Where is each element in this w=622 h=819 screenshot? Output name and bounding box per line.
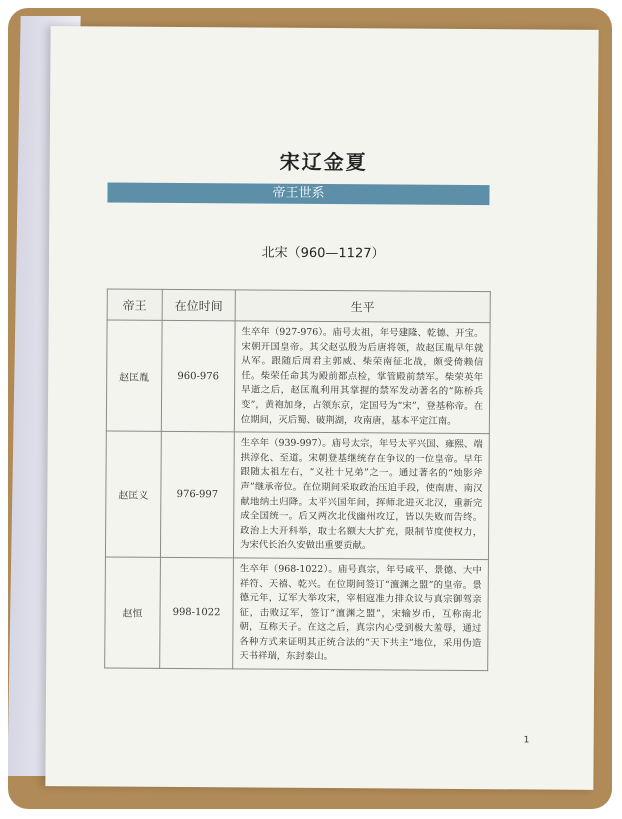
section-banner: 帝王世系 xyxy=(107,182,489,205)
page-title: 宋辽金夏 xyxy=(279,149,368,175)
emperor-name: 赵恒 xyxy=(105,557,161,669)
dynasty-subtitle: 北宋（960—1127） xyxy=(261,245,385,262)
emperor-name: 赵匡义 xyxy=(105,431,161,557)
header-emperor: 帝王 xyxy=(107,289,162,320)
header-biography: 生平 xyxy=(235,290,490,323)
book-page xyxy=(45,26,598,790)
table-header-row xyxy=(107,289,490,323)
header-reign-period: 在位时间 xyxy=(162,289,235,321)
page-number: 1 xyxy=(523,735,530,746)
table-row xyxy=(105,557,489,671)
photo-frame xyxy=(8,8,612,809)
reign-period: 998-1022 xyxy=(160,557,234,669)
table-row xyxy=(105,431,489,559)
emperor-biography: 生卒年（927-976）。庙号太祖，年号建隆、乾德、开宝。宋朝开国皇帝。其父赵弘殷为后唐将领，故赵匡胤早年就从军。跟随后周君主郭威、柴荣南征北战，颇受倚赖信任。柴荣任命其为殿前都点检，掌管殿前禁军。柴荣英年早逝之后，赵匡胤利用其掌握的禁军发动著名的“陈桥兵变”，黄袍加身，占领东京，定国号为“宋”，登基称帝。在位期间，灭后蜀、破荆湖，攻南唐，基本平定江南。 xyxy=(234,321,490,434)
emperor-biography: 生卒年（968-1022）。庙号真宗，年号咸平、景德、大中祥符、天禧、乾兴。在位期间签订“澶渊之盟”的皇帝。景德元年，辽军大举攻宋，宰相寇准力排众议与真宗御驾亲征，击败辽军，签订“澶渊之盟”，宋输岁币，互称南北朝，互称天子。在这之后，真宗内心受到极大羞辱，通过各种方式来证明其正统合法的“天下共主”地位，采用伪造天书祥瑞，东封泰山。 xyxy=(233,558,489,671)
reign-period: 960-976 xyxy=(161,320,235,432)
emperor-name: 赵匡胤 xyxy=(106,320,162,432)
emperor-table xyxy=(104,288,491,671)
table-row xyxy=(106,320,490,434)
emperor-biography: 生卒年（939-997）。庙号太宗，年号太平兴国、雍熙、端拱淳化、至道。宋朝登基继统存在争议的一位皇帝。早年跟随太祖左右，“义社十兄弟”之一。通过著名的“烛影斧声”继承帝位。在位期间采取政治压迫手段，使南唐、南汉献地纳土归降。太平兴国年间，挥师北进灭北汉，重新完成全国统一。后又两次北伐幽州攻辽，皆以失败而告终。政治上大开科举，取士名额大大扩充，限制节度使权力，为宋代长治久安做出重要贡献。 xyxy=(233,432,489,560)
reign-period: 976-997 xyxy=(160,432,234,558)
